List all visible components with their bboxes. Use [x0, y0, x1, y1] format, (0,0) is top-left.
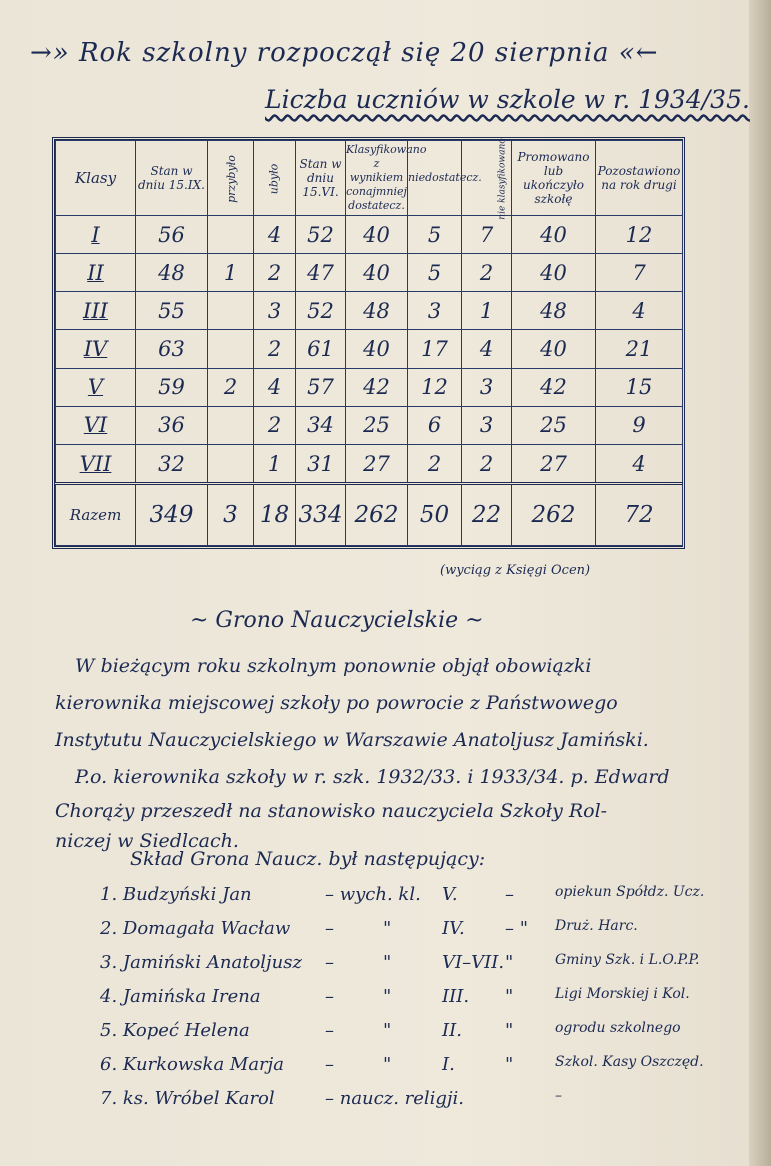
total-row [56, 484, 683, 546]
value-cell: 15 [596, 368, 683, 406]
page-edge [749, 0, 771, 1166]
value-cell: 40 [346, 330, 408, 368]
value-cell: 3 [254, 292, 296, 330]
value-cell: 31 [296, 444, 346, 483]
value-cell: 5 [408, 216, 462, 254]
value-cell: 36 [136, 406, 208, 444]
paragraph-line: Instytutu Nauczycielskiego w Warszawie Anatoljusz Jamiński. [55, 729, 649, 751]
class-cell: V [56, 368, 136, 406]
value-cell [208, 292, 254, 330]
staff-cell: " [383, 986, 392, 1007]
col-header: Pozostawiono na rok drugi [596, 141, 683, 216]
table-row [56, 292, 683, 330]
class-cell: VI [56, 406, 136, 444]
staff-cell: III. [442, 986, 470, 1007]
staff-cell: Szkol. Kasy Oszczęd. [555, 1054, 704, 1070]
staff-cell: – [325, 1020, 334, 1041]
class-cell: VII [56, 444, 136, 483]
value-cell: 50 [408, 484, 462, 546]
value-cell: 59 [136, 368, 208, 406]
value-cell: 2 [254, 254, 296, 292]
value-cell: 40 [512, 330, 596, 368]
paragraph-line: niczej w Siedlcach. [55, 830, 239, 852]
value-cell: 4 [462, 330, 512, 368]
class-cell: I [56, 216, 136, 254]
col-header: Stan w dniu 15.VI. [296, 141, 346, 216]
staff-cell: 6. Kurkowska Marja [100, 1054, 284, 1075]
table-row [56, 368, 683, 406]
value-cell: 40 [512, 254, 596, 292]
value-cell: 2 [408, 444, 462, 483]
value-cell: 18 [254, 484, 296, 546]
value-cell: 25 [512, 406, 596, 444]
value-cell: 17 [408, 330, 462, 368]
staff-cell: Gminy Szk. i L.O.P.P. [555, 952, 700, 968]
value-cell: 27 [346, 444, 408, 483]
staff-row [100, 912, 740, 946]
value-cell: 48 [136, 254, 208, 292]
class-cell: II [56, 254, 136, 292]
class-cell: III [56, 292, 136, 330]
staff-cell: " [505, 952, 514, 973]
value-cell: 25 [346, 406, 408, 444]
staff-cell: – wych. kl. [325, 884, 421, 905]
col-header: przybyło [208, 141, 254, 216]
class-cell: Razem [56, 484, 136, 546]
value-cell: 42 [512, 368, 596, 406]
staff-row [100, 878, 740, 912]
value-cell: 2 [462, 444, 512, 483]
staff-cell: opiekun Spółdz. Ucz. [555, 884, 705, 900]
value-cell: 48 [346, 292, 408, 330]
staff-row [100, 1048, 740, 1082]
value-cell: 1 [254, 444, 296, 483]
value-cell: 262 [512, 484, 596, 546]
staff-list [100, 878, 740, 1116]
value-cell: 1 [462, 292, 512, 330]
value-cell: 52 [296, 292, 346, 330]
staff-cell: 2. Domagała Wacław [100, 918, 291, 939]
staff-cell: – [505, 884, 514, 905]
value-cell: 40 [346, 216, 408, 254]
table-header-row [56, 141, 683, 216]
group-header: Klasyfikowano [346, 143, 427, 156]
col-header: niedostatecz. [408, 141, 462, 216]
staff-cell: V. [442, 884, 458, 905]
staff-cell: 1. Budzyński Jan [100, 884, 252, 905]
table-row [56, 444, 683, 483]
value-cell: 4 [254, 368, 296, 406]
value-cell [208, 330, 254, 368]
source-note: (wyciąg z Księgi Ocen) [440, 563, 591, 578]
value-cell [208, 216, 254, 254]
paragraph-line: W bieżącym roku szkolnym ponownie objął obowiązki [75, 655, 592, 677]
value-cell: 42 [346, 368, 408, 406]
staff-cell: " [505, 986, 514, 1007]
value-cell [208, 444, 254, 483]
table-row [56, 216, 683, 254]
value-cell: 34 [296, 406, 346, 444]
table-row [56, 330, 683, 368]
value-cell: 32 [136, 444, 208, 483]
value-cell: 4 [254, 216, 296, 254]
staff-cell: 4. Jamińska Irena [100, 986, 261, 1007]
col-header: Stan w dniu 15.IX. [136, 141, 208, 216]
staff-cell: II. [442, 1020, 462, 1041]
staff-cell: " [505, 1054, 514, 1075]
col-header [346, 141, 427, 216]
value-cell: 2 [208, 368, 254, 406]
staff-cell: " [505, 1020, 514, 1041]
value-cell: 7 [462, 216, 512, 254]
value-cell: 40 [512, 216, 596, 254]
staff-cell: – naucz. religji. [325, 1088, 464, 1109]
staff-row [100, 980, 740, 1014]
pupils-table [52, 137, 685, 549]
value-cell: 1 [208, 254, 254, 292]
value-cell: 4 [596, 444, 683, 483]
value-cell: 47 [296, 254, 346, 292]
value-cell: 7 [596, 254, 683, 292]
value-cell: 12 [596, 216, 683, 254]
staff-row [100, 1082, 740, 1116]
value-cell: 3 [462, 368, 512, 406]
staff-cell: I. [442, 1054, 455, 1075]
value-cell: 72 [596, 484, 683, 546]
staff-cell: – [325, 952, 334, 973]
staff-cell: Druż. Harc. [555, 918, 638, 934]
value-cell: 55 [136, 292, 208, 330]
col-header: Promowano lub ukończyło szkołę [512, 141, 596, 216]
value-cell: 40 [346, 254, 408, 292]
section-title: ~ Grono Nauczycielskie ~ [190, 608, 484, 633]
value-cell: 3 [462, 406, 512, 444]
value-cell: 21 [596, 330, 683, 368]
staff-intro: Skład Grona Naucz. był następujący: [130, 848, 486, 870]
staff-cell: – [555, 1088, 562, 1104]
value-cell: 9 [596, 406, 683, 444]
staff-cell: 7. ks. Wróbel Karol [100, 1088, 275, 1109]
value-cell: 27 [512, 444, 596, 483]
value-cell: 2 [254, 330, 296, 368]
col-header: nie klasyfikowano [462, 141, 512, 216]
value-cell: 63 [136, 330, 208, 368]
col-header: ubyło [254, 141, 296, 216]
value-cell: 349 [136, 484, 208, 546]
value-cell [208, 406, 254, 444]
col-header: Klasy [56, 141, 136, 216]
table-row [56, 406, 683, 444]
staff-cell: – [325, 1054, 334, 1075]
value-cell: 48 [512, 292, 596, 330]
staff-cell: – [325, 986, 334, 1007]
staff-cell: 5. Kopeć Helena [100, 1020, 250, 1041]
staff-cell: – [325, 918, 334, 939]
value-cell: 3 [208, 484, 254, 546]
staff-cell: Ligi Morskiej i Kol. [555, 986, 690, 1002]
paragraph-line: Chorąży przeszedł na stanowisko nauczyciela Szkoły Rol- [55, 800, 608, 822]
staff-cell: IV. [442, 918, 465, 939]
value-cell: 12 [408, 368, 462, 406]
class-cell: IV [56, 330, 136, 368]
value-cell: 56 [136, 216, 208, 254]
col-header-label: z wynikiem conajmniej dostatecz. [346, 157, 407, 212]
table-row [56, 254, 683, 292]
staff-cell: 3. Jamiński Anatoljusz [100, 952, 302, 973]
value-cell: 22 [462, 484, 512, 546]
paragraph-line: kierownika miejscowej szkoły po powrocie z Państwowego [55, 692, 618, 714]
value-cell: 3 [408, 292, 462, 330]
value-cell: 57 [296, 368, 346, 406]
pupils-count-heading: Liczba uczniów w szkole w r. 1934/35. [265, 85, 750, 114]
value-cell: 2 [462, 254, 512, 292]
staff-cell: " [383, 1054, 392, 1075]
staff-cell: ogrodu szkolnego [555, 1020, 681, 1036]
school-year-heading: →» Rok szkolny rozpoczął się 20 sierpnia «← [30, 38, 659, 68]
value-cell: 5 [408, 254, 462, 292]
value-cell: 262 [346, 484, 408, 546]
staff-cell: " [383, 1020, 392, 1041]
value-cell: 6 [408, 406, 462, 444]
paragraph-line: P.o. kierownika szkoły w r. szk. 1932/33. i 1933/34. p. Edward [75, 766, 670, 788]
staff-cell: – " [505, 918, 529, 939]
staff-row [100, 946, 740, 980]
staff-cell: " [383, 918, 392, 939]
value-cell: 4 [596, 292, 683, 330]
staff-cell: " [383, 952, 392, 973]
value-cell: 2 [254, 406, 296, 444]
staff-cell: VI–VII. [442, 952, 505, 973]
staff-paragraph [55, 648, 745, 856]
value-cell: 61 [296, 330, 346, 368]
value-cell: 334 [296, 484, 346, 546]
value-cell: 52 [296, 216, 346, 254]
staff-row [100, 1014, 740, 1048]
